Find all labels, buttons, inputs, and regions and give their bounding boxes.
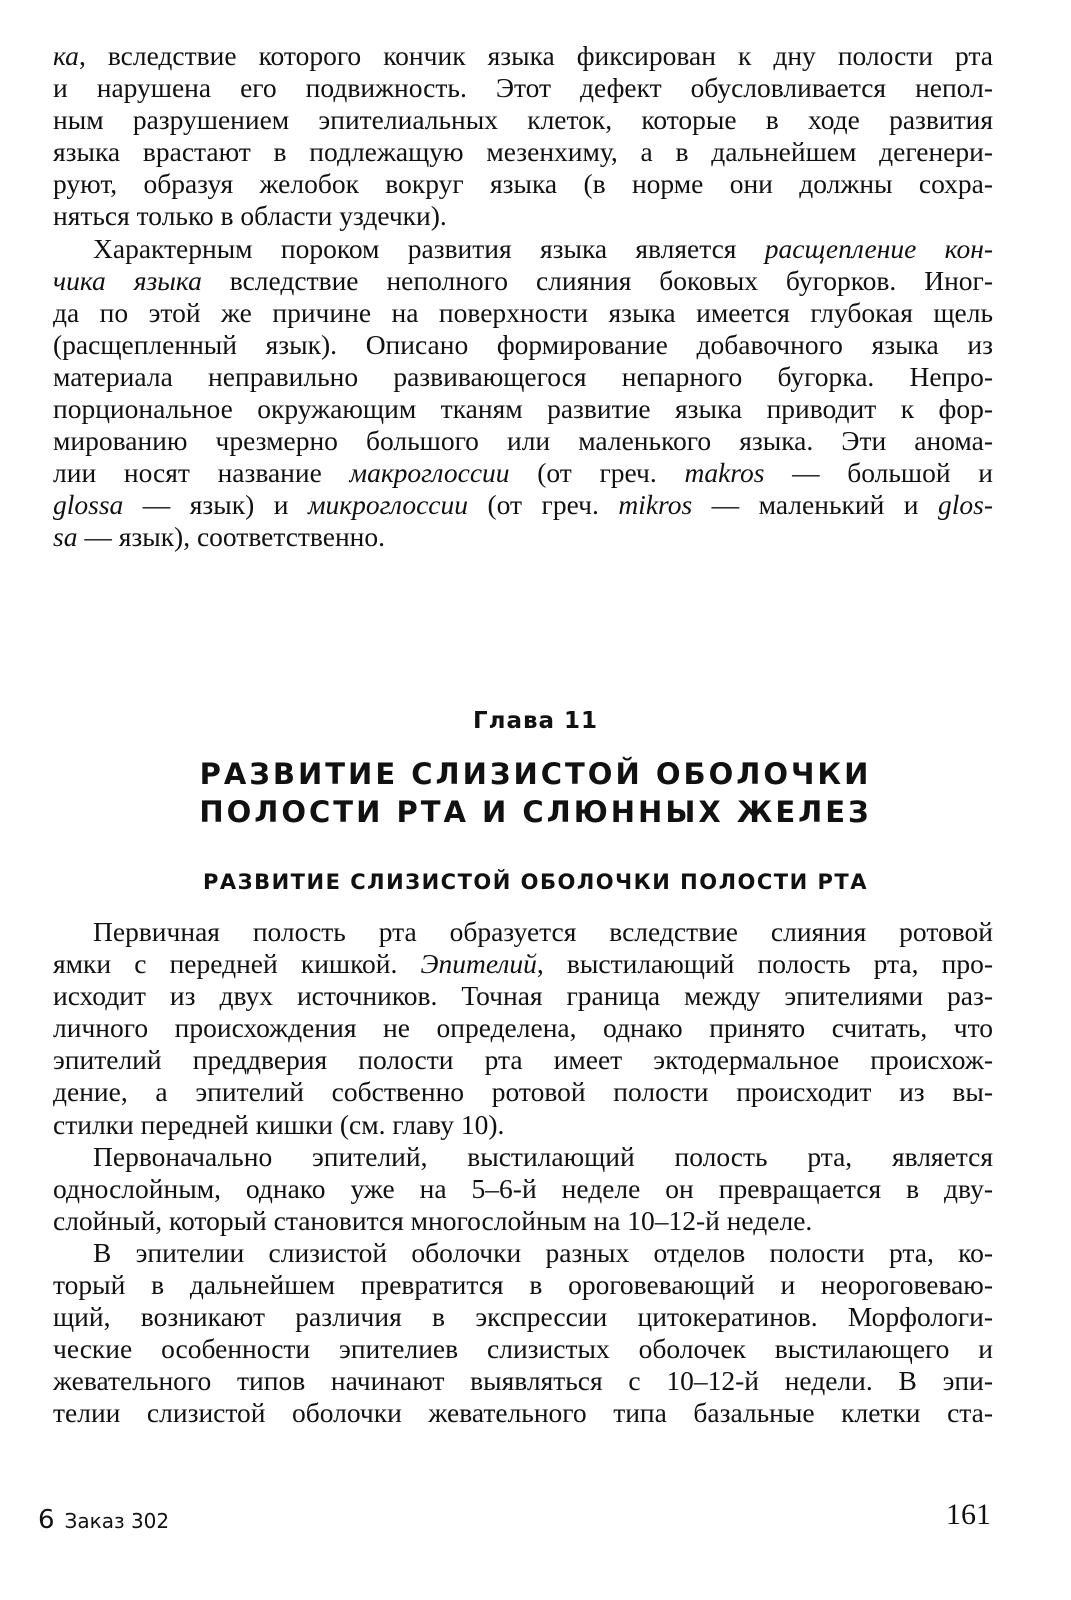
text-line: материала неправильно развивающегося непарного бугорка. Непро- (53, 360, 993, 392)
print-signature (38, 1505, 169, 1535)
italic-term: макроглоссии (349, 457, 510, 489)
text-line: Первоначально эпителий, выстилающий полость рта, является (93, 1140, 993, 1172)
text-line: стилки передней кишки (см. главу 10). (53, 1108, 505, 1140)
chapter-label: Глава 11 (472, 708, 599, 734)
text-line: щий, возникают различия в экспрессии цитокератинов. Морфологи- (53, 1301, 993, 1333)
text-line: руют, образуя желобок вокруг языка (в норме они должны сохра- (53, 168, 993, 200)
italic-term: ка (53, 40, 79, 71)
text-line: sa — язык), соответственно. (53, 521, 386, 553)
text-line: да по этой же причине на поверхности языка имеется глубокая щель (53, 296, 993, 328)
italic-term: расщепление кон- (764, 232, 994, 264)
top-paragraphs (53, 40, 993, 554)
italic-term: glos- (937, 489, 993, 521)
order-text: Заказ 302 (64, 1509, 170, 1533)
chapter-title-line: РАЗВИТИЕ СЛИЗИСТОЙ ОБОЛОЧКИ (199, 757, 872, 791)
text-line: Характерным пороком развития языка является расщепление кон- (93, 232, 994, 264)
chapter-title-line: ПОЛОСТИ РТА И СЛЮННЫХ ЖЕЛЕЗ (199, 795, 872, 829)
text-line: однослойным, однако уже на 5–6-й неделе он превращается в дву- (53, 1172, 993, 1204)
italic-term: Эпителий (420, 948, 537, 980)
italic-term: чика языка (53, 264, 202, 296)
italic-term: glossa (53, 489, 124, 521)
text-line: Первичная полость рта образуется вследствие слияния ротовой (93, 916, 993, 947)
text-line: чика языка вследствие неполного слияния боковых бугорков. Иног- (53, 264, 993, 296)
page-number: 161 (946, 1498, 991, 1531)
text-line: телии слизистой оболочки жевательного типа базальные клетки ста- (53, 1397, 993, 1429)
text-line: ным разрушением эпителиальных клеток, которые в ходе развития (53, 104, 993, 136)
text-line: слойный, который становится многослойным на 10–12-й неделе. (53, 1204, 813, 1236)
text-line: glossa — язык) и микроглоссии (от греч. mikros — маленький и glos- (53, 489, 993, 521)
text-line: ческие особенности эпителиев слизистых оболочек выстилающего и (53, 1333, 993, 1365)
bottom-paragraphs (53, 916, 993, 1430)
chapter-title (0, 755, 1071, 831)
text-line: няться только в области уздечки). (53, 200, 447, 232)
text-line: торый в дальнейшем превратится в ороговевающий и неороговеваю- (53, 1269, 993, 1301)
text-line: жевательного типов начинают выявляться с 10–12-й недели. В эпи- (53, 1365, 993, 1397)
text-line: порциональное окружающим тканям развитие языка приводит к фор- (53, 393, 993, 425)
text-line: лии носят название макроглоссии (от греч. makros — большой и (53, 457, 993, 489)
text-line: дение, а эпителий собственно ротовой полости происходит из вы- (53, 1076, 993, 1108)
section-title: РАЗВИТИЕ СЛИЗИСТОЙ ОБОЛОЧКИ ПОЛОСТИ РТА (203, 870, 868, 894)
text-line: ка, вследствие которого кончик языка фиксирован к дну полости рта (53, 40, 993, 71)
text-line: эпителий преддверия полости рта имеет эктодермальное происхож- (53, 1044, 993, 1076)
text-line: и нарушена его подвижность. Этот дефект обусловливается непол- (53, 72, 993, 104)
text-line: исходит из двух источников. Точная граница между эпителиями раз- (53, 980, 993, 1012)
text-line: языка врастают в подлежащую мезенхиму, а в дальнейшем дегенери- (53, 136, 993, 168)
italic-term: sa (53, 521, 78, 553)
italic-term: makros (684, 457, 765, 489)
italic-term: mikros (618, 489, 693, 521)
signature-number: 6 (38, 1505, 55, 1535)
text-line: В эпителии слизистой оболочки разных отделов полости рта, ко- (93, 1236, 993, 1268)
text-line: (расщепленный язык). Описано формирование добавочного языка из (53, 328, 993, 360)
text-line: мированию чрезмерно большого или маленького языка. Эти анома- (53, 425, 993, 457)
text-line: личного происхождения не определена, однако принято считать, что (53, 1012, 993, 1044)
italic-term: микроглоссии (307, 489, 469, 521)
text-line: ямки с передней кишкой. Эпителий, выстилающий полость рта, про- (53, 948, 993, 980)
